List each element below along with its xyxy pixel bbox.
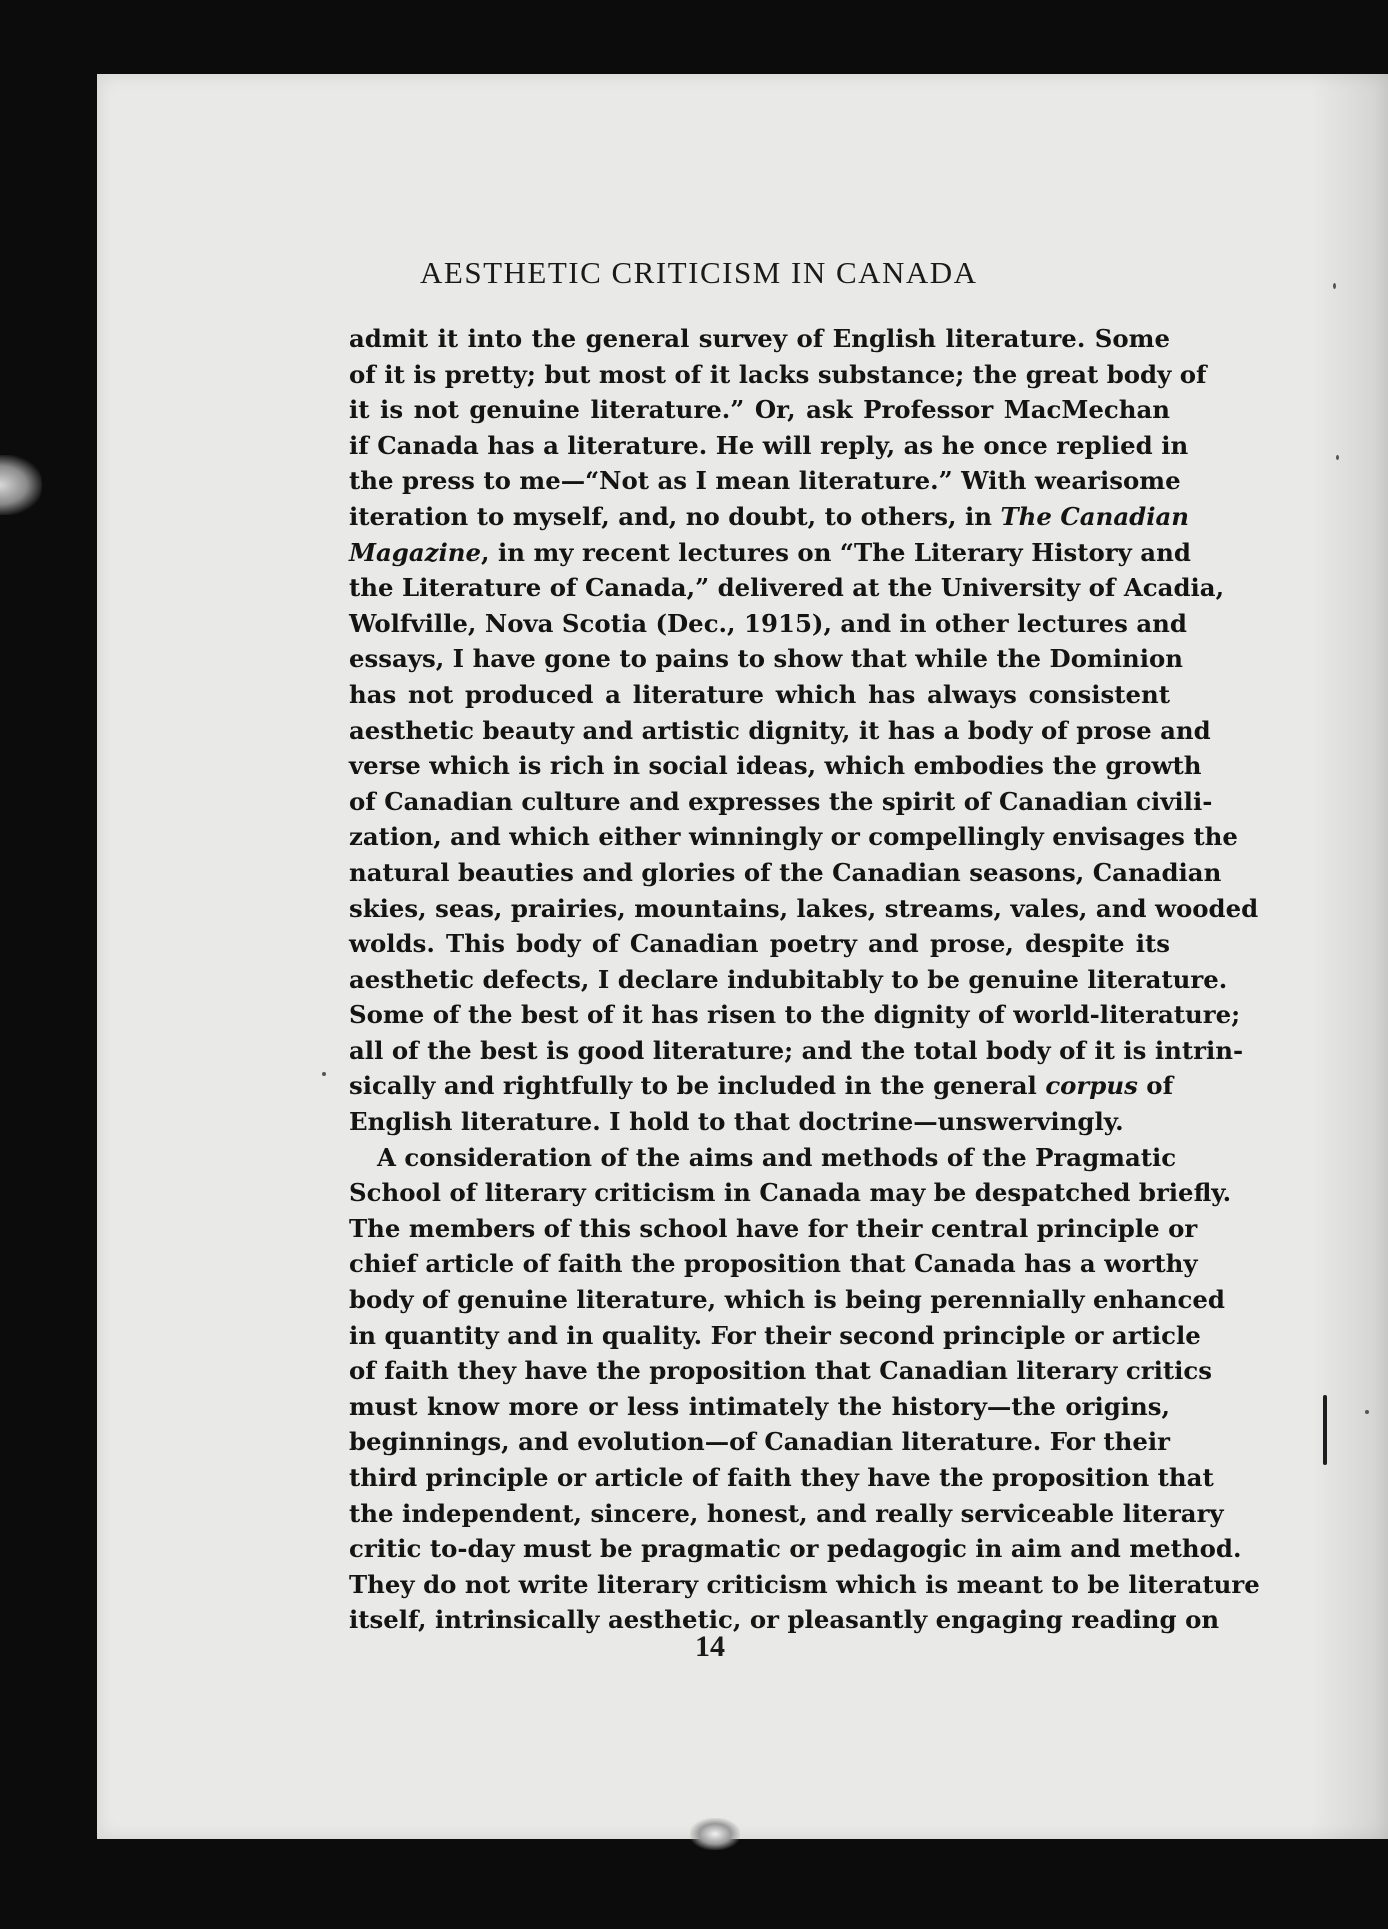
text-line xyxy=(349,463,1181,499)
text-line xyxy=(349,428,1189,464)
line-text: has not produced a literature which has always consistent xyxy=(349,679,1170,709)
text-line xyxy=(349,1496,1224,1532)
text-line xyxy=(349,713,1211,749)
line-text: natural beauties and glories of the Canadian seasons, Canadian xyxy=(349,857,1222,887)
text-line xyxy=(349,1567,1260,1603)
line-text: third principle or article of faith they have the proposition that xyxy=(349,1463,1214,1492)
text-line xyxy=(349,962,1228,998)
line-text: aesthetic defects, I declare indubitably to be genuine literature. xyxy=(349,964,1228,994)
line-text: , in my recent lectures on “The Literary History and xyxy=(481,537,1191,567)
italic-word: The Canadian xyxy=(1000,501,1190,531)
line-text: of it is pretty; but most of it lacks substance; the great body of xyxy=(349,359,1207,389)
text-line xyxy=(349,784,1213,820)
text-line xyxy=(349,1140,1177,1176)
scan-artifact-dot xyxy=(1336,455,1339,460)
text-line xyxy=(349,570,1225,606)
text-line xyxy=(349,926,1170,962)
scan-artifact-bottom xyxy=(690,1818,740,1850)
text-line xyxy=(349,1318,1201,1354)
text-line xyxy=(349,321,1170,357)
running-head: AESTHETIC CRITICISM IN CANADA xyxy=(420,255,978,290)
line-text: sically and rightfully to be included in the general xyxy=(349,1071,1046,1101)
text-line xyxy=(349,1211,1198,1247)
text-line xyxy=(349,1282,1225,1318)
text-line xyxy=(349,997,1241,1033)
text-line xyxy=(349,606,1187,642)
line-text: The members of this school have for their central principle or xyxy=(349,1213,1198,1243)
line-text-tail: of xyxy=(1137,1071,1174,1101)
text-line xyxy=(349,748,1202,784)
text-line xyxy=(349,677,1170,713)
line-text: critic to-day must be pragmatic or pedagogic in aim and method. xyxy=(349,1534,1242,1564)
line-text: the press to me—“Not as I mean literature.” With wearisome xyxy=(349,466,1181,496)
text-line xyxy=(349,1068,1174,1104)
line-text: it is not genuine literature.” Or, ask Professor MacMechan xyxy=(349,395,1170,425)
line-text: if Canada has a literature. He will reply, as he once replied in xyxy=(349,430,1189,460)
line-text: body of genuine literature, which is being perennially enhanced xyxy=(349,1285,1225,1315)
line-text: They do not write literary criticism which is meant to be literature xyxy=(349,1569,1260,1599)
text-line xyxy=(349,392,1170,428)
text-line xyxy=(349,1460,1214,1496)
line-text: in quantity and in quality. For their second principle or article xyxy=(349,1320,1201,1350)
text-line xyxy=(349,535,1191,571)
line-text: wolds. This body of Canadian poetry and prose, despite its xyxy=(349,929,1170,959)
text-line xyxy=(349,1424,1170,1460)
line-text: skies, seas, prairies, mountains, lakes, streams, vales, and wooded xyxy=(349,893,1259,923)
italic-word: corpus xyxy=(1045,1071,1138,1101)
line-text: iteration to myself, and, no doubt, to others, in xyxy=(349,501,1001,531)
scan-artifact-dot xyxy=(1333,283,1336,289)
text-line xyxy=(349,499,1190,535)
text-line xyxy=(349,1389,1170,1425)
scan-artifact-dot xyxy=(1365,1410,1369,1414)
text-line xyxy=(349,819,1238,855)
line-text: Wolfville, Nova Scotia (Dec., 1915), and in other lectures and xyxy=(349,608,1187,638)
page-number: 14 xyxy=(695,1630,725,1663)
line-text: beginnings, and evolution—of Canadian literature. For their xyxy=(349,1427,1170,1457)
line-text: English literature. I hold to that doctrine—unswervingly. xyxy=(349,1107,1124,1137)
scan-artifact-left xyxy=(0,455,42,515)
line-text: essays, I have gone to pains to show that while the Dominion xyxy=(349,644,1184,674)
line-text: of Canadian culture and expresses the spirit of Canadian civili- xyxy=(349,786,1213,816)
text-line xyxy=(349,891,1259,927)
text-line xyxy=(349,1033,1244,1069)
line-text: A consideration of the aims and methods of the Pragmatic xyxy=(377,1142,1177,1172)
text-line xyxy=(349,1531,1242,1567)
text-line xyxy=(349,1353,1212,1389)
line-text: itself, intrinsically aesthetic, or pleasantly engaging reading on xyxy=(349,1605,1220,1635)
scan-artifact-dot xyxy=(322,1072,326,1076)
text-line xyxy=(349,1104,1170,1140)
line-text: of faith they have the proposition that Canadian literary critics xyxy=(349,1356,1212,1386)
text-line xyxy=(349,357,1207,393)
line-text: all of the best is good literature; and the total body of it is intrin- xyxy=(349,1035,1244,1065)
line-text: School of literary criticism in Canada may be despatched briefly. xyxy=(349,1178,1232,1208)
page-gutter-shadow xyxy=(1310,74,1388,1839)
line-text: zation, and which either winningly or compellingly envisages the xyxy=(349,822,1238,852)
line-text: chief article of faith the proposition that Canada has a worthy xyxy=(349,1249,1198,1279)
line-text: must know more or less intimately the history—the origins, xyxy=(349,1391,1170,1421)
body-text xyxy=(349,321,1260,1638)
line-text: the independent, sincere, honest, and really serviceable literary xyxy=(349,1498,1224,1528)
text-line xyxy=(349,1175,1232,1211)
italic-title: Magazine xyxy=(349,537,482,567)
scan-artifact-right-mark xyxy=(1323,1395,1327,1465)
line-text: admit it into the general survey of English literature. Some xyxy=(349,324,1170,353)
line-text: Some of the best of it has risen to the dignity of world-literature; xyxy=(349,1000,1241,1030)
text-line xyxy=(349,641,1184,677)
text-line xyxy=(349,855,1222,891)
text-line xyxy=(349,1246,1198,1282)
text-line xyxy=(349,1602,1220,1638)
line-text: aesthetic beauty and artistic dignity, it has a body of prose and xyxy=(349,715,1211,745)
line-text: verse which is rich in social ideas, which embodies the growth xyxy=(349,751,1202,781)
line-text: the Literature of Canada,” delivered at the University of Acadia, xyxy=(349,573,1225,603)
